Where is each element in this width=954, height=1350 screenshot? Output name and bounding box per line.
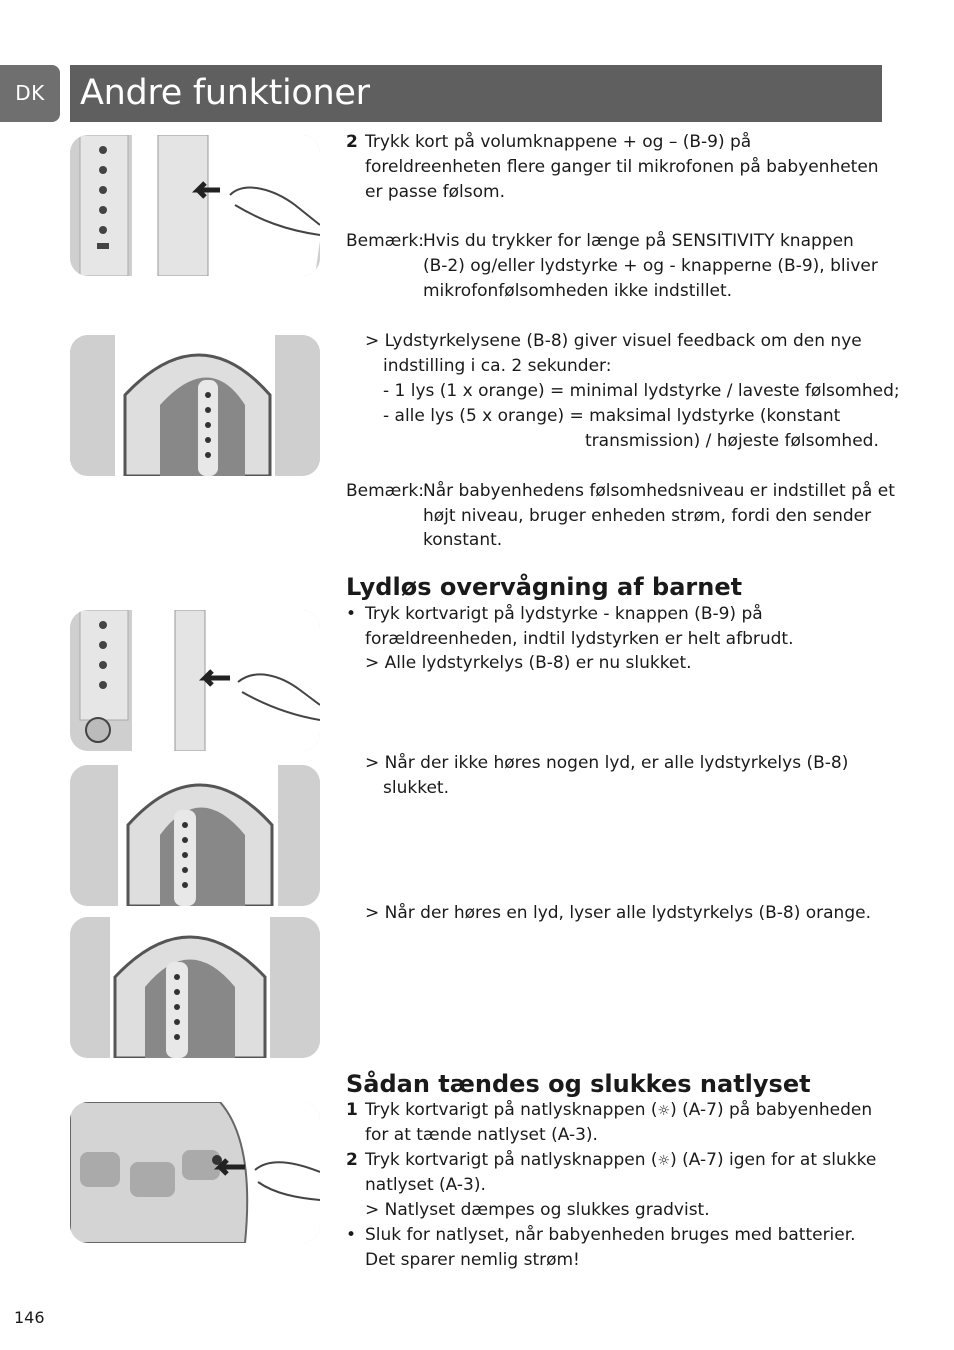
step-text-part: Tryk kortvarigt på natlysknappen ( (365, 1100, 658, 1120)
note-label: Bemærk: (346, 231, 424, 251)
bullet: • (346, 1225, 357, 1245)
result-text: > Natlyset dæmpes og slukkes gradvist. (365, 1200, 710, 1220)
step-number: 2 (346, 132, 358, 152)
step-text-part: ) (A-7) på babyenheden (670, 1100, 873, 1120)
page-title: Andre funktioner (80, 73, 370, 113)
result-text: indstilling i ca. 2 sekunder: (383, 356, 612, 376)
result-text: - 1 lys (1 x orange) = minimal lydstyrke / laveste følsomhed; (383, 381, 900, 401)
title-bar (70, 65, 882, 122)
note-text: Hvis du trykker for længe på SENSITIVITY knappen (423, 231, 854, 251)
note-text: højt niveau, bruger enheden strøm, fordi den sender (423, 506, 872, 526)
figure-side-buttons-2 (70, 610, 320, 751)
step-number: 2 (346, 1150, 358, 1170)
bullet-text: forældreenheden, indtil lydstyrken er helt afbrudt. (365, 629, 794, 649)
note-text: (B-2) og/eller lydstyrke + og - knapperne (B-9), bliver (423, 256, 878, 276)
bullet-text: Tryk kortvarigt på lydstyrke - knappen (B-9) på (365, 604, 763, 624)
result-text: slukket. (383, 778, 449, 798)
sun-icon: ☼ (657, 1153, 671, 1169)
bullet-text: > Alle lydstyrkelys (B-8) er nu slukket. (365, 653, 692, 673)
note-label: Bemærk: (346, 481, 424, 501)
page-number: 146 (14, 1308, 45, 1327)
note-text: mikrofonfølsomheden ikke indstillet. (423, 281, 733, 301)
step-text: for at tænde natlyset (A-3). (365, 1125, 598, 1145)
result-text: - alle lys (5 x orange) = maksimal lydstyrke (konstant (383, 406, 841, 426)
figure-led-panel-2 (70, 765, 320, 906)
section-heading: Lydløs overvågning af barnet (346, 573, 743, 601)
step-text-part: ) (A-7) igen for at slukke (670, 1150, 877, 1170)
step-text: natlyset (A-3). (365, 1175, 486, 1195)
result-text: > Når der høres en lyd, lyser alle lydstyrkelys (B-8) orange. (365, 903, 871, 923)
step-text-part: Tryk kortvarigt på natlysknappen ( (365, 1150, 658, 1170)
figure-side-buttons (70, 135, 320, 276)
note-text: Når babyenhedens følsomhedsniveau er indstillet på et (423, 481, 895, 501)
figure-night-light-button (70, 1102, 320, 1243)
result-text: transmission) / højeste følsomhed. (585, 431, 879, 451)
section-heading: Sådan tændes og slukkes natlyset (346, 1070, 811, 1098)
step-text: er passe følsom. (365, 182, 505, 202)
figure-led-panel-1 (70, 335, 320, 476)
result-text: > Når der ikke høres nogen lyd, er alle lydstyrkelys (B-8) (365, 753, 849, 773)
step-text (365, 1148, 876, 1174)
bullet-text: Sluk for natlyset, når babyenheden bruges med batterier. (365, 1225, 856, 1245)
language-tab: DK (0, 65, 60, 122)
step-text (365, 1098, 872, 1124)
sun-icon: ☼ (657, 1103, 671, 1119)
bullet: • (346, 604, 357, 624)
figure-led-panel-3 (70, 917, 320, 1058)
bullet-text: Det sparer nemlig strøm! (365, 1250, 580, 1270)
result-text: > Lydstyrkelysene (B-8) giver visuel feedback om den nye (365, 331, 862, 351)
step-text: foreldreenheten flere ganger til mikrofonen på babyenheten (365, 157, 879, 177)
step-number: 1 (346, 1100, 358, 1120)
note-text: konstant. (423, 530, 503, 550)
step-text: Trykk kort på volumknappene + og – (B-9) på (365, 132, 752, 152)
